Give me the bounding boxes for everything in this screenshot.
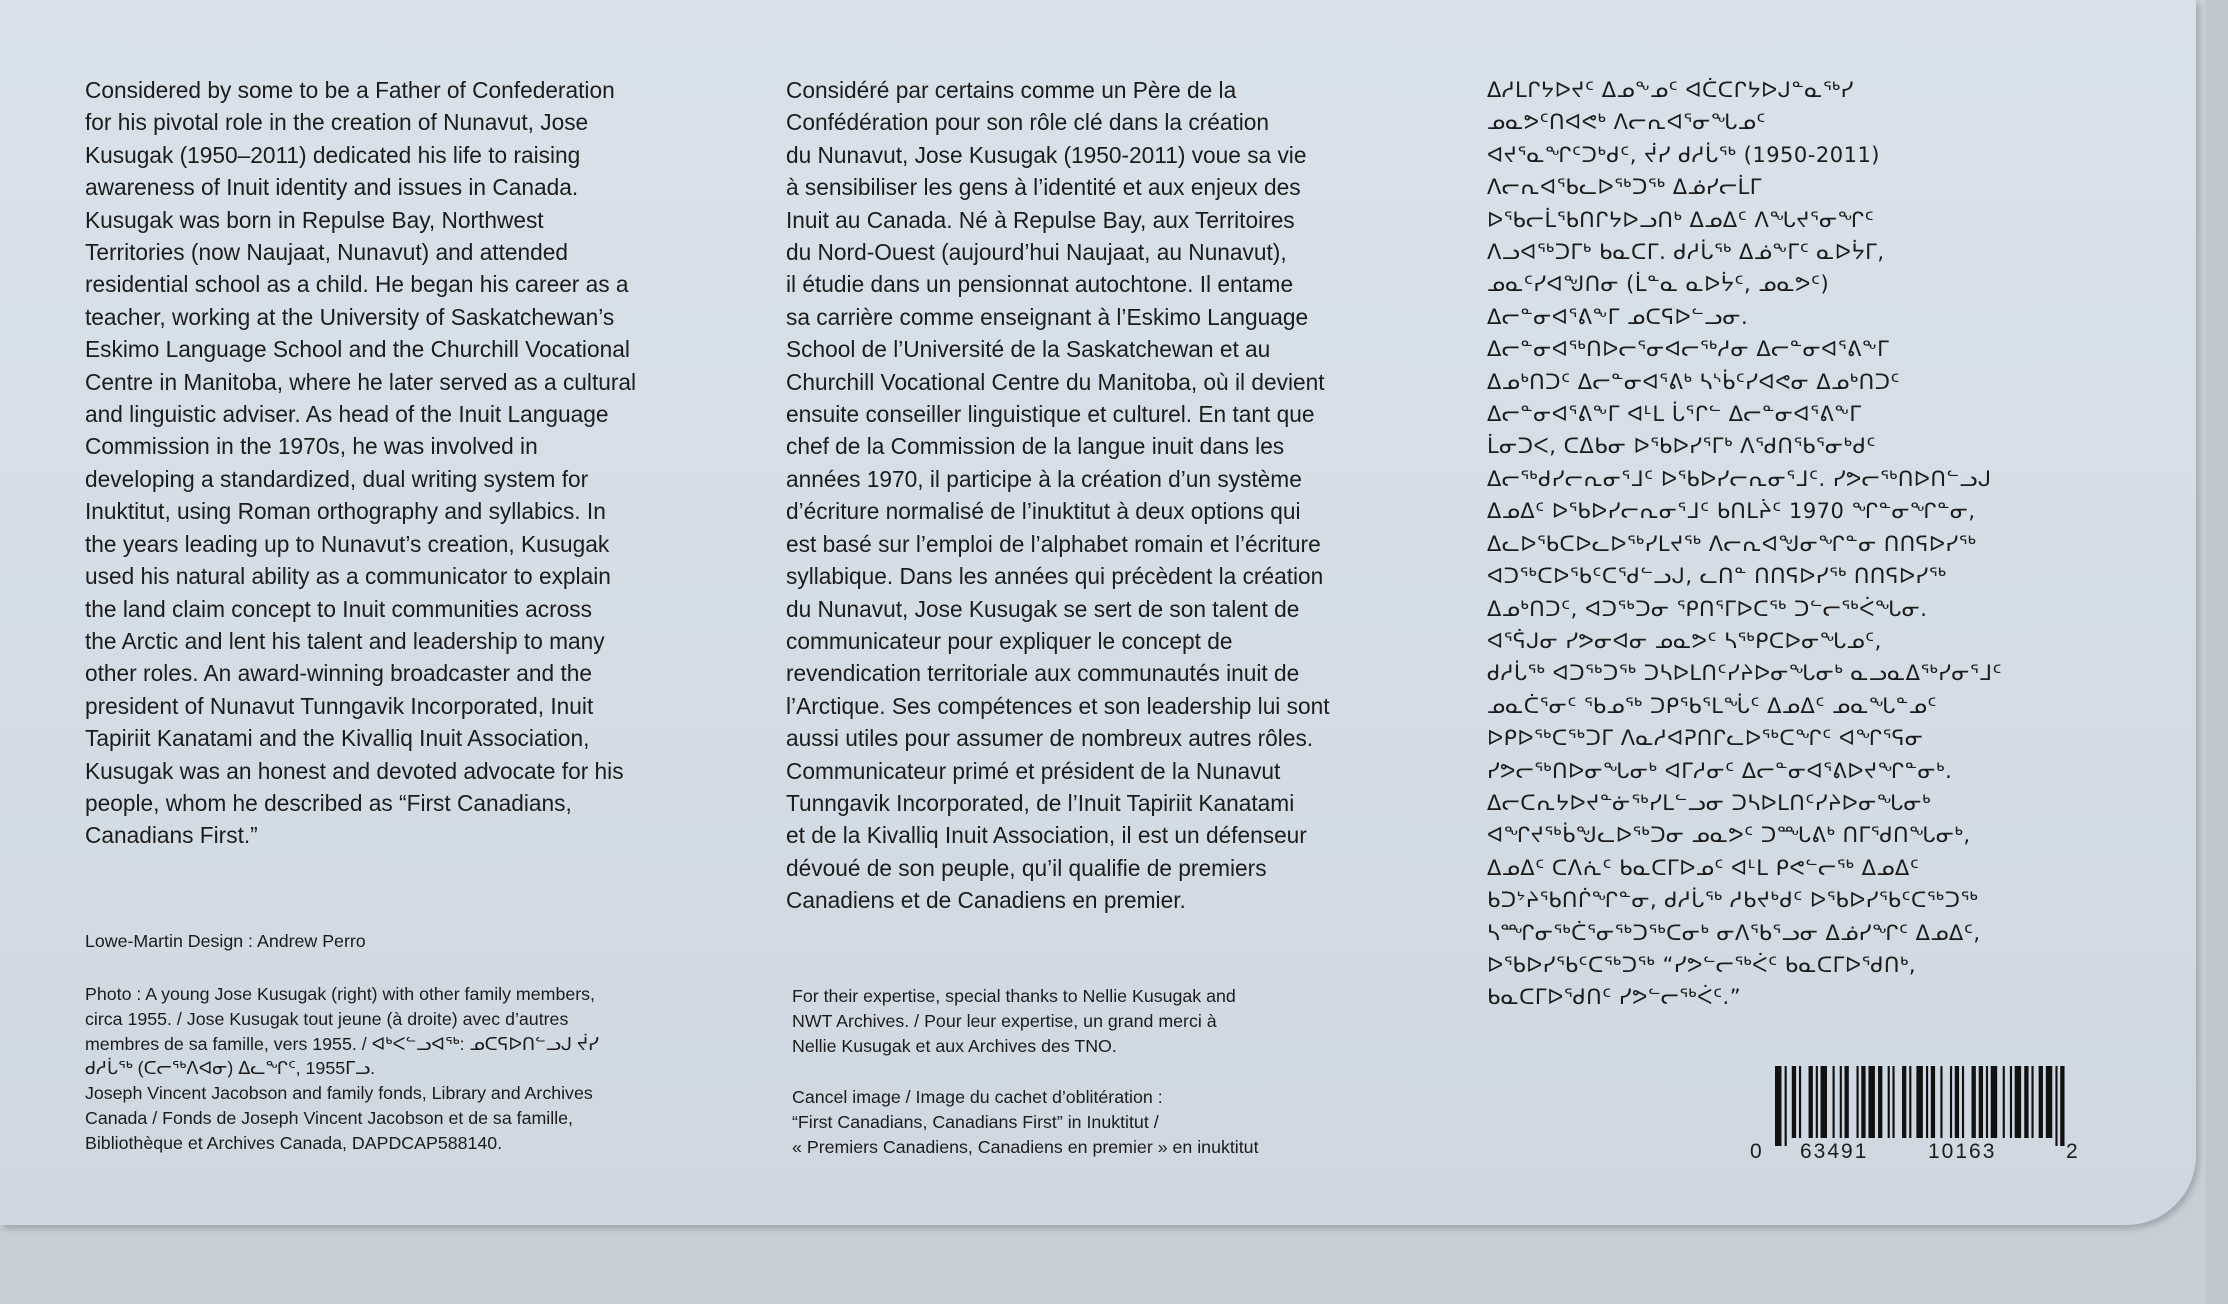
barcode-digit-left: 0 xyxy=(1750,1140,1762,1163)
barcode-bar xyxy=(2046,1066,2052,1138)
barcode-bar xyxy=(1792,1066,1796,1138)
barcode-bar xyxy=(1991,1066,1997,1138)
barcode-bars xyxy=(1775,1066,2065,1146)
barcode-bar xyxy=(1861,1066,1865,1138)
barcode-bar xyxy=(1940,1066,1942,1138)
barcode-digit-right: 2 xyxy=(2066,1140,2078,1163)
barcode-bar xyxy=(1785,1066,1787,1146)
barcode-group-1: 63491 xyxy=(1800,1140,1869,1163)
inuktitut-biography: ᐃᓱᒪᒋᔭᐅᔪᑦ ᐃᓄᖕᓄᑦ ᐊᑖᑕᒋᔭᐅᒍᓐᓇᖅᓯ ᓄᓇᕗᑦᑎᐊᕙᒃ ᐱᓕᕆᐊᕐᓂᖓᓄᑦ ᐊᔪᕐᓇᖏᑦᑐᒃᑯᑦ, ᔫᓯ ᑯᓱᒑᖅ (1950-2011) ᐱᓕᕆᐊᖃᓚᐅᖅᑐᖅ ᐃᓅᓯᓕᒫᒥ ᐅᖃᓕᒫᖃᑎᒋᔭᐅᓗᑎᒃ ᐃᓄᐃᑦ ᐱᖓᔪᕐᓂᖏᑦ ᐱᓗᐊᖅᑐᒥᒃ ᑲᓇᑕᒥ. ᑯᓱᒑᖅ ᐃᓅᖕᒥᑦ ᓇᐅᔮᒥ, ᓄᓇᑦᓯᐊᖑᑎᓂ (ᒫᓐᓇ ᓇᐅᔮᑦ, ᓄᓇᕗᑦ) ᐃᓕᓐᓂᐊᕐᕕᖕᒥ ᓄᑕᕋᐅᓪᓗᓂ. ᐃᓕᓐᓂᐊᖅᑎᐅᓕᕐᓂᐊᓕᖅᓱᓂ ᐃᓕᓐᓂᐊᕐᕕᖕᒥ ᐃᓄᒃᑎᑐᑦ ᐃᓕᓐᓂᐊᕐᕕᒃ ᓴᔅᑳᑦᓯᐊᕙᓂ ᐃᓄᒃᑎᑐᑦ ᐃᓕᓐᓂᐊᕐᕕᖕᒥ ᐊᒻᒪ ᒑᕐᒋᓪ ᐃᓕᓐᓂᐊᕐᕕᖕᒥ ᒫᓂᑐᐸ, ᑕᐃᑲᓂ ᐅᖃᐅᓯᕐᒥᒃ ᐱᖁᑎᖃᕐᓂᒃᑯᑦ ᐃᓕᖅᑯᓯᓕᕆᓂᕐᒧᑦ ᐅᖃᐅᓯᓕᕆᓂᕐᒧᑦ. ᓯᕗᓕᖅᑎᐅᑎᓪᓗᒍ ᐃᓄᐃᑦ ᐅᖃᐅᓯᓕᕆᓂᕐᒧᑦ ᑲᑎᒪᔩᑦ 1970 ᖏᓐᓂᖏᓐᓂ, ᐃᓚᐅᖃᑕᐅᓚᐅᖅᓯᒪᔪᖅ ᐱᓕᕆᐊᖑᓂᖏᓐᓂ ᑎᑎᕋᐅᓯᖅ ᐊᑐᖅᑕᐅᖃᑦᑕᖁᓪᓗᒍ, ᓚᑎᓐ ᑎᑎᕋᐅᓯᖅ ᑎᑎᕋᐅᓯᖅ ᐃᓄᒃᑎᑐᑦ, ᐊᑐᖅᑐᓂ ᕿᑎᕐᒥᐅᑕᖅ ᑐᓪᓕᖅᐹᖓᓂ. ᐊᕐᕌᒍᓂ ᓯᕗᓂᐊᓂ ᓄᓇᕗᑦ ᓴᖅᑭᑕᐅᓂᖓᓄᑦ, ᑯᓱᒑᖅ ᐊᑐᖅᑐᖅ ᑐᓴᐅᒪᑎᑦᓯᔨᐅᓂᖓᓂᒃ ᓇᓗᓇᐃᖅᓯᓂᕐᒧᑦ ᓄᓇᑖᕐᓂᑦ ᖃᓄᖅ ᑐᑭᖃᕐᒪᖔᑦ ᐃᓄᐃᑦ ᓄᓇᖓᓐᓄᑦ ᐅᑭᐅᖅᑕᖅᑐᒥ ᐱᓇᓱᐊᕈᑎᒋᓚᐅᖅᑕᖏᑦ ᐊᖏᕐᕋᓂ ᓯᕗᓕᖅᑎᐅᓂᖓᓂᒃ ᐊᒥᓱᓂᑦ ᐃᓕᓐᓂᐊᕐᕕᐅᔪᖏᓐᓂᒃ. ᐃᓕᑕᕆᔭᐅᔪᓐᓃᖅᓯᒪᓪᓗᓂ ᑐᓴᐅᒪᑎᑦᓯᔨᐅᓂᖓᓂᒃ ᐊᖏᔪᖅᑳᖑᓚᐅᖅᑐᓂ ᓄᓇᕗᑦ ᑐᙵᕕᒃ ᑎᒥᖁᑎᖓᓂᒃ, ᐃᓄᐃᑦ ᑕᐱᕇᑦ ᑲᓇᑕᒥᐅᓄᑦ ᐊᒻᒪ ᑭᕙᓪᓕᖅ ᐃᓄᐃᑦ ᑲᑐᔾᔨᖃᑎᒌᖏᓐᓂ, ᑯᓱᒑᖅ ᓱᑲᔪᒃᑯᑦ ᐅᖃᐅᓯᖃᑦᑕᖅᑐᖅ ᓴᙱᓂᖅᑖᕐᓂᖅᑐᖅᑕᓂᒃ ᓂᐱᖃᕐᓗᓂ ᐃᓅᓯᖏᑦ ᐃᓄᐃᑦ, ᐅᖃᐅᓯᖃᑦᑕᖅᑐᖅ “ᓯᕗᓪᓕᖅᐹᑦ ᑲᓇᑕᒥᐅᖁᑎᒃ, ᑲᓇᑕᒥᐅᖁᑎᑦ ᓯᕗᓪᓕᖅᐹᑦ.” xyxy=(1487,78,2003,1010)
barcode-bar xyxy=(1856,1066,1858,1138)
barcode-bar xyxy=(2015,1066,2021,1138)
cancel-image-note: Cancel image / Image du cachet d’oblitération : “First Canadians, Canadians First” in Inuktitut / « Premiers Canadiens, Canadiens en premier » en inuktitut xyxy=(792,1087,1259,1157)
barcode-bar xyxy=(2060,1066,2064,1146)
barcode-bar xyxy=(1775,1066,1781,1146)
barcode-bar xyxy=(1950,1066,1952,1138)
barcode-bar xyxy=(1833,1066,1835,1138)
barcode-bar xyxy=(1972,1066,1976,1138)
barcode-bar xyxy=(1979,1066,1983,1138)
barcode-bar xyxy=(2031,1066,2033,1138)
barcode-bar xyxy=(1931,1066,1935,1138)
barcode-bar xyxy=(1892,1066,1894,1138)
envelope-edge xyxy=(2206,0,2228,1304)
barcode-numbers xyxy=(1750,1140,2080,1170)
acknowledgements: For their expertise, special thanks to Nellie Kusugak and NWT Archives. / Pour leur expertise, un grand merci à Nellie Kusugak et aux Archives des TNO. xyxy=(792,986,1236,1056)
barcode-bar xyxy=(1962,1066,1964,1138)
barcode-bar xyxy=(1986,1066,1988,1138)
barcode-bar xyxy=(2003,1066,2005,1138)
barcode-bar xyxy=(1845,1066,1849,1138)
english-biography: Considered by some to be a Father of Confederation for his pivotal role in the creation of Nunavut, Jose Kusugak (1950–2011) dedicated his life to raising awareness of Inuit identity and issues in Canada. Kusugak was born in Repulse Bay, Northwest Territories (now Naujaat, Nunavut) and attended residential school as a child. He began his career as a teacher, working at the University of Saskatchewan’s Eskimo Language School and the Churchill Vocational Centre in Manitoba, where he later served as a cultural and linguistic adviser. As head of the Inuit Language Commission in the 1970s, he was involved in developing a standardized, dual writing system for Inuktitut, using Roman orthography and syllabics. In the years leading up to Nunavut’s creation, Kusugak used his natural ability as a communicator to explain the land claim concept to Inuit communities across the Arctic and lent his talent and leadership to many other roles. An award-winning broadcaster and the president of Nunavut Tunngavik Incorporated, Inuit Tapiriit Kanatami and the Kivalliq Inuit Association, Kusugak was an honest and devoted advocate for his people, whom he described as “First Canadians, Canadians First.” xyxy=(85,77,637,849)
barcode-bar xyxy=(1816,1066,1818,1138)
barcode-bar xyxy=(2024,1066,2028,1138)
design-credits: Lowe-Martin Design : Andrew Perro xyxy=(85,931,366,951)
barcode-bar xyxy=(1916,1066,1922,1138)
barcode-bar xyxy=(1878,1066,1882,1138)
french-column xyxy=(786,74,1446,917)
barcode-bar xyxy=(1909,1066,1911,1138)
barcode-bar xyxy=(1840,1066,1842,1138)
barcode-bar xyxy=(2039,1066,2043,1138)
barcode-bar xyxy=(1868,1066,1874,1138)
inuktitut-column xyxy=(1487,74,2107,1014)
barcode-bar xyxy=(2010,1066,2012,1138)
barcode-bar xyxy=(1809,1066,1813,1138)
english-column xyxy=(85,74,745,852)
barcode-bar xyxy=(1955,1066,1959,1138)
french-biography: Considéré par certains comme un Père de la Confédération pour son rôle clé dans la création du Nunavut, Jose Kusugak (1950-2011) voue sa vie à sensibiliser les gens à l’identité et aux enjeux des Inuit au Canada. Né à Repulse Bay, aux Territoires du Nord-Ouest (aujourd’hui Naujaat, au Nunavut), il étudie dans un pensionnat autochtone. Il entame sa carrière comme enseignant à l’Eskimo Language School de l’Université de la Saskatchewan et au Churchill Vocational Centre du Manitoba, où il devient ensuite conseiller linguistique et culturel. En tant que chef de la Commission de la langue inuit dans les années 1970, il participe à la création d’un système d’écriture normalisé de l’inuktitut à deux options qui est basé sur l’emploi de l’alphabet romain et l’écriture syllabique. Dans les années qui précèdent la création du Nunavut, Jose Kusugak se sert de son talent de communicateur pour expliquer le concept de revendication territoriale aux communautés inuit de l’Arctique. Ses compétences et son leadership lui sont aussi utiles pour assumer de nombreux autres rôles. Communicateur primé et président de la Nunavut Tunngavik Incorporated, de l’Inuit Tapiriit Kanatami et de la Kivalliq Inuit Association, il est un défenseur dévoué de son peuple, qu’il qualifie de premiers Canadiens et de Canadiens en premier. xyxy=(786,77,1330,914)
barcode-bar xyxy=(1821,1066,1827,1138)
barcode-bar xyxy=(2055,1066,2057,1146)
barcode-bar xyxy=(1888,1066,1890,1138)
photo-caption: Photo : A young Jose Kusugak (right) with other family members, circa 1955. / Jose Kusugak tout jeune (à droite) avec d’autres membres de sa famille, vers 1955. / ᐊᒃᐸᓪᓗᐊᖅ: ᓄᑕᕋᐅᑎᓪᓗᒍ ᔫᓯ ᑯᓱᒑᖅ (ᑕᓕᖅᐱᐊᓂ) ᐃᓚᖏᑦ, 1955ᒥᓗ. Joseph Vincent Jacobson and family fonds, Library and Archives Canada / Fonds de Joseph Vincent Jacobson et de sa famille, Bibliothèque et Archives Canada, DAPDCAP588140. xyxy=(85,984,599,1153)
barcode-group-2: 10163 xyxy=(1928,1140,1997,1163)
barcode-bar xyxy=(1902,1066,1906,1138)
barcode-bar xyxy=(1799,1066,1801,1138)
barcode-bar xyxy=(1926,1066,1928,1138)
